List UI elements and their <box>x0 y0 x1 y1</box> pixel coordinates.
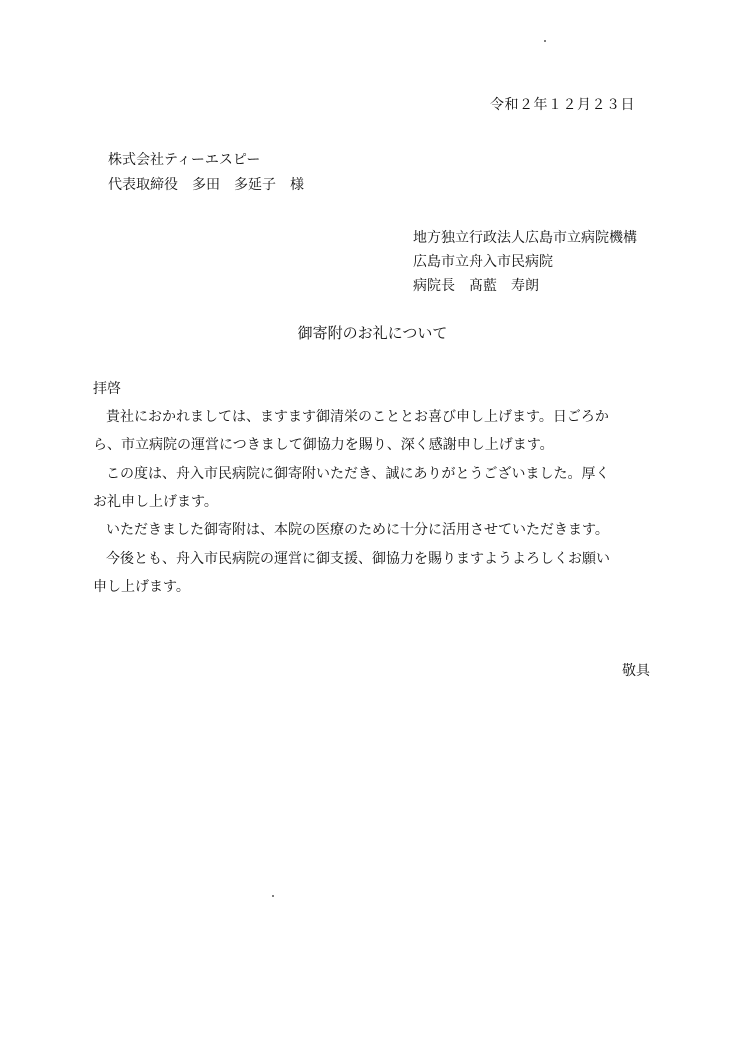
letter-date: 令和２年１２月２３日 <box>490 97 635 113</box>
body-line: お礼申し上げます。 <box>93 494 218 510</box>
body-line: この度は、舟入市民病院に御寄附いただき、誠にありがとうございました。厚く <box>106 466 610 482</box>
recipient-person: 代表取締役 多田 多延子 様 <box>108 177 304 193</box>
letter-subject: 御寄附のお礼について <box>297 324 448 342</box>
body-line: 貴社におかれましては、ますます御清栄のこととお喜び申し上げます。日ごろか <box>106 409 609 425</box>
sender-hospital: 広島市立舟入市民病院 <box>413 254 553 270</box>
body-line: 今後とも、舟入市民病院の運営に御支援、御協力を賜りますようよろしくお願い <box>106 551 610 567</box>
salutation: 拝啓 <box>93 381 121 397</box>
recipient-company: 株式会社ティーエスピー <box>108 152 261 168</box>
scan-speck <box>544 40 546 42</box>
sender-organization: 地方独立行政法人広島市立病院機構 <box>413 230 637 246</box>
body-line: いただきました御寄附は、本院の医療のために十分に活用させていただきます。 <box>106 522 609 538</box>
sender-director: 病院長 髙藍 寿朗 <box>413 278 539 294</box>
scan-speck <box>272 895 274 897</box>
closing: 敬具 <box>622 663 650 679</box>
body-line: 申し上げます。 <box>93 579 190 595</box>
body-line: ら、市立病院の運営につきまして御協力を賜り、深く感謝申し上げます。 <box>93 437 554 453</box>
